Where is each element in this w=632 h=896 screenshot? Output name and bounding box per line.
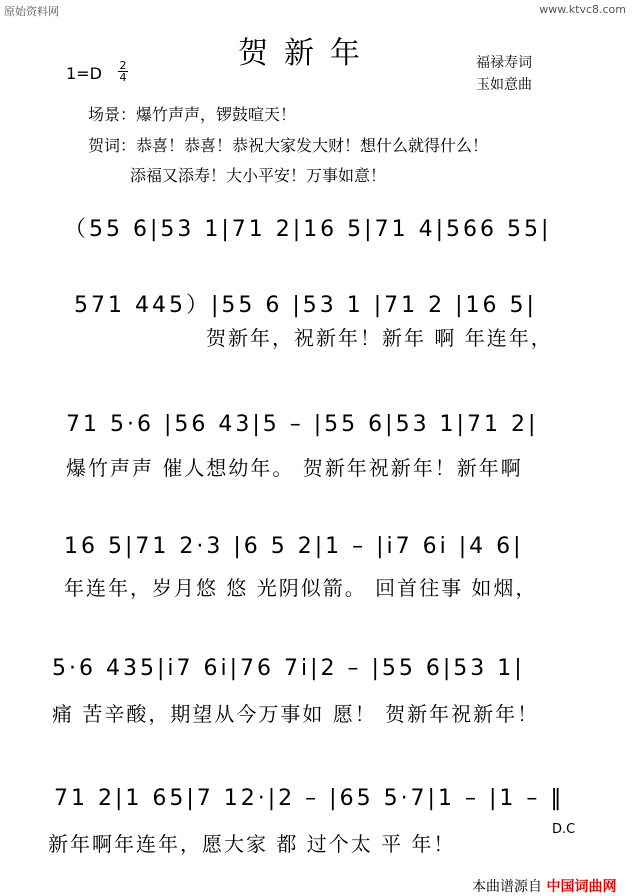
lyric-line-3: 爆竹声声 催人想幼年。 贺新年祝新年！新年啊 bbox=[66, 456, 523, 480]
lyric-line-4: 年连年，岁月悠 悠 光阴似箭。 回首往事 如烟， bbox=[64, 576, 538, 600]
score-line-1: （55 6|53 1|71 2|16 5|71 4|566 55| bbox=[64, 217, 552, 242]
greeting-line-2: 添福又添寿！大小平安！万事如意！ bbox=[130, 166, 387, 185]
dc-marking: D.C bbox=[552, 822, 576, 837]
score-line-3: 71 5·6 |56 43|5 – |55 6|53 1|71 2| bbox=[66, 412, 539, 437]
watermark-right: www.ktvc8.com bbox=[539, 3, 626, 16]
watermark-left: 原始资料网 bbox=[4, 5, 59, 18]
lyric-line-6: 新年啊年连年，愿大家 都 过个太 平 年！ bbox=[48, 832, 456, 856]
key-signature: 1=D bbox=[66, 64, 102, 83]
footer-site[interactable]: 中国词曲网 bbox=[546, 879, 617, 895]
time-signature bbox=[118, 60, 128, 83]
greeting-line-1: 贺词：恭喜！恭喜！恭祝大家发大财！想什么就得什么！ bbox=[88, 136, 489, 155]
scene-line: 场景：爆竹声声，锣鼓喧天！ bbox=[88, 105, 297, 124]
lyric-line-5: 痛 苦辛酸，期望从今万事如 愿！ 贺新年祝新年！ bbox=[52, 702, 540, 726]
score-line-6: 71 2|1 65|7 12·|2 – |65 5·7|1 – |1 – ‖ bbox=[54, 786, 565, 811]
footer-text: 本曲谱源自 bbox=[472, 879, 542, 895]
lyricist-credit: 福禄寿词 bbox=[476, 55, 532, 71]
score-line-5: 5·6 435|i7 6i|76 7i|2 – |55 6|53 1| bbox=[52, 656, 525, 681]
lyric-line-2: 贺新年，祝新年！新年 啊 年连年， bbox=[206, 326, 553, 350]
meter-bottom: 4 bbox=[119, 71, 127, 84]
meter-top: 2 bbox=[119, 59, 127, 72]
score-line-2: 571 445）|55 6 |53 1 |71 2 |16 5| bbox=[74, 293, 537, 318]
composer-credit: 玉如意曲 bbox=[476, 77, 532, 93]
song-title: 贺新年 bbox=[238, 36, 376, 71]
footer bbox=[472, 876, 616, 896]
score-line-4: 16 5|71 2·3 |6 5 2|1 – |i7 6i |4 6| bbox=[64, 534, 524, 559]
